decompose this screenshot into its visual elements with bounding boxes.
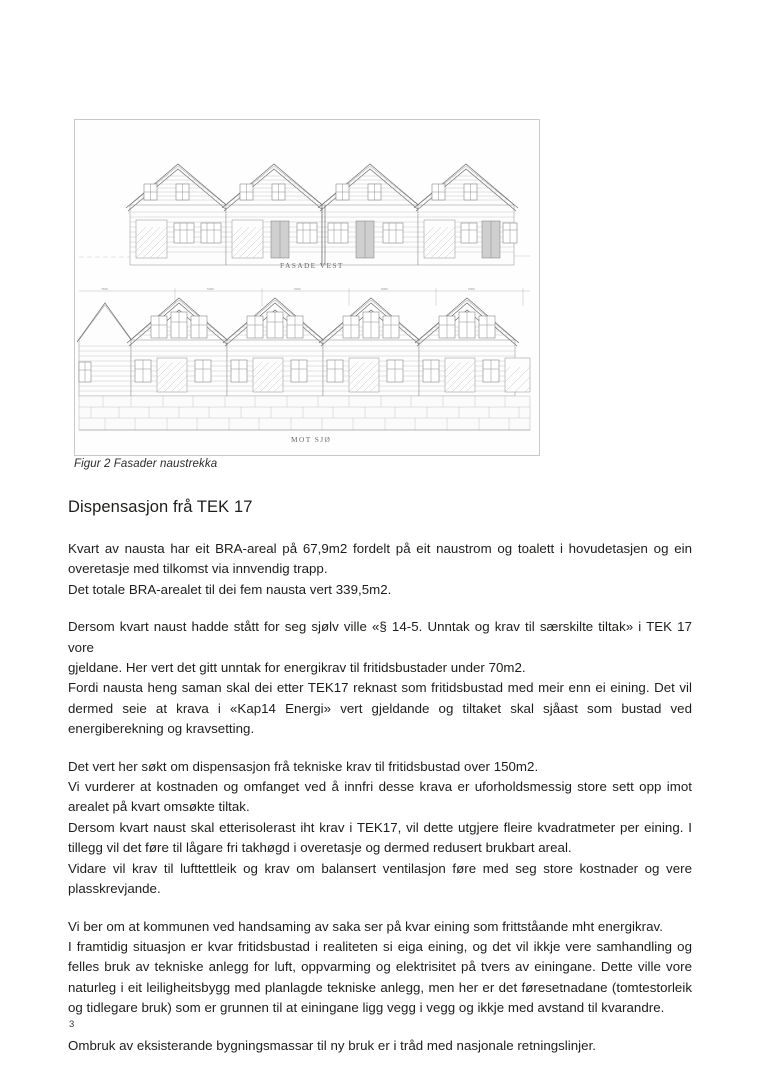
dimension-label-4: 5000 (381, 287, 388, 291)
lower-elevation-mot-sjo (77, 298, 530, 444)
paragraph-line: dermed seie at krava i «Kap14 Energi» vert gjeldande og tiltaket skal sjåast som bustad ved (68, 700, 692, 716)
elevation-drawing (75, 120, 540, 456)
paragraph-2 (68, 617, 692, 739)
paragraph-1 (68, 539, 692, 600)
paragraph-line: plasskrevjande. (68, 881, 161, 897)
paragraph-line: overetasje med tilkomst via innvendig trapp. (68, 561, 328, 577)
paragraph-line: Vi ber om at kommunen ved handsaming av saka ser på kvar eining som frittståande mht energikrav. (68, 918, 663, 934)
paragraph-line: Ombruk av eksisterande bygningsmassar til ny bruk er i tråd med nasjonale retningslinjer. (68, 1037, 596, 1053)
paragraph-line: I framtidig situasjon er kvar fritidsbustad i realiteten si eiga eining, og det vil ikkje vere samhandling og (68, 938, 692, 954)
paragraph-line: Det totale BRA-arealet til dei fem nausta vert 339,5m2. (68, 581, 392, 597)
paragraph-line: og tidlegare bruk) som er grunnen til at einingane ligg vegg i vegg og ikkje med avstand til kvarandre. (68, 1000, 665, 1016)
figure-frame (74, 119, 540, 456)
stone-foundation (79, 396, 530, 430)
paragraph-line: gjeldane. Her vert det gitt unntak for energikrav til fritidsbustader under 70m2. (68, 660, 526, 676)
paragraph-line: Vi vurderer at kostnaden og omfanget ved å innfri desse krava er uforholdsmessig store sett opp imot (68, 779, 692, 795)
paragraph-line: Vidare vil krav til lufttettleik og krav om balansert ventilasjon føre med seg store kostnader og vere (68, 860, 692, 876)
dimension-label-3: 5000 (294, 287, 301, 291)
paragraph-line: Kvart av nausta har eit BRA-areal på 67,9m2 fordelt på eit naustrom og toalett i hovudetasjen og ein (68, 541, 692, 556)
paragraph-line: felles bruk av tekniske anlegg for luft, oppvarming og elektrisitet på tvers av einingane. Dette ville vore (68, 959, 692, 975)
document-body (68, 498, 692, 1073)
paragraph-line: Det vert her søkt om dispensasjon frå tekniske krav til fritidsbustad over 150m2. (68, 758, 539, 774)
figure-architectural-elevations (74, 119, 540, 456)
paragraph-line: energiberekning og kravsetting. (68, 721, 255, 737)
lower-elevation-label: MOT SJØ (291, 435, 332, 444)
paragraph-line: tillegg vil det føre til lågare fri takhøgd i overetasje og dermed redusert brukbart areal. (68, 840, 572, 856)
figure-caption: Figur 2 Fasader naustrekka (74, 458, 218, 470)
dimension-label-2: 5000 (207, 287, 214, 291)
dimension-label-5: 5000 (468, 287, 475, 291)
paragraph-5 (68, 1036, 692, 1056)
upper-elevation-fasade-vest (79, 164, 530, 270)
page-number: 3 (69, 1019, 75, 1030)
paragraph-line: arealet på kvart omsøkte tiltak. (68, 799, 250, 815)
dimension-label-1: 7848 (101, 287, 108, 291)
paragraph-4 (68, 917, 692, 1019)
paragraph-3 (68, 757, 692, 900)
paragraph-line: naturleg i eit leiligheitsbygg med planlagde tekniske anlegg, men her er det føresetnadane (tomtestorleik (68, 979, 692, 995)
paragraph-line: Fordi nausta heng saman skal dei etter TEK17 reknast som fritidsbustad med meir enn ei eining. Det vil (68, 680, 692, 696)
paragraph-line: Dersom kvart naust hadde stått for seg sjølv ville «§ 14-5. Unntak og krav til særskilte tiltak» i TEK 17 vore (68, 619, 692, 655)
page-title: Dispensasjon frå TEK 17 (68, 498, 253, 516)
paragraph-line: Dersom kvart naust skal etterisolerast iht krav i TEK17, vil dette utgjere fleire kvadratmeter per eining. I (68, 819, 692, 835)
upper-elevation-label: FASADE VEST (280, 261, 344, 270)
